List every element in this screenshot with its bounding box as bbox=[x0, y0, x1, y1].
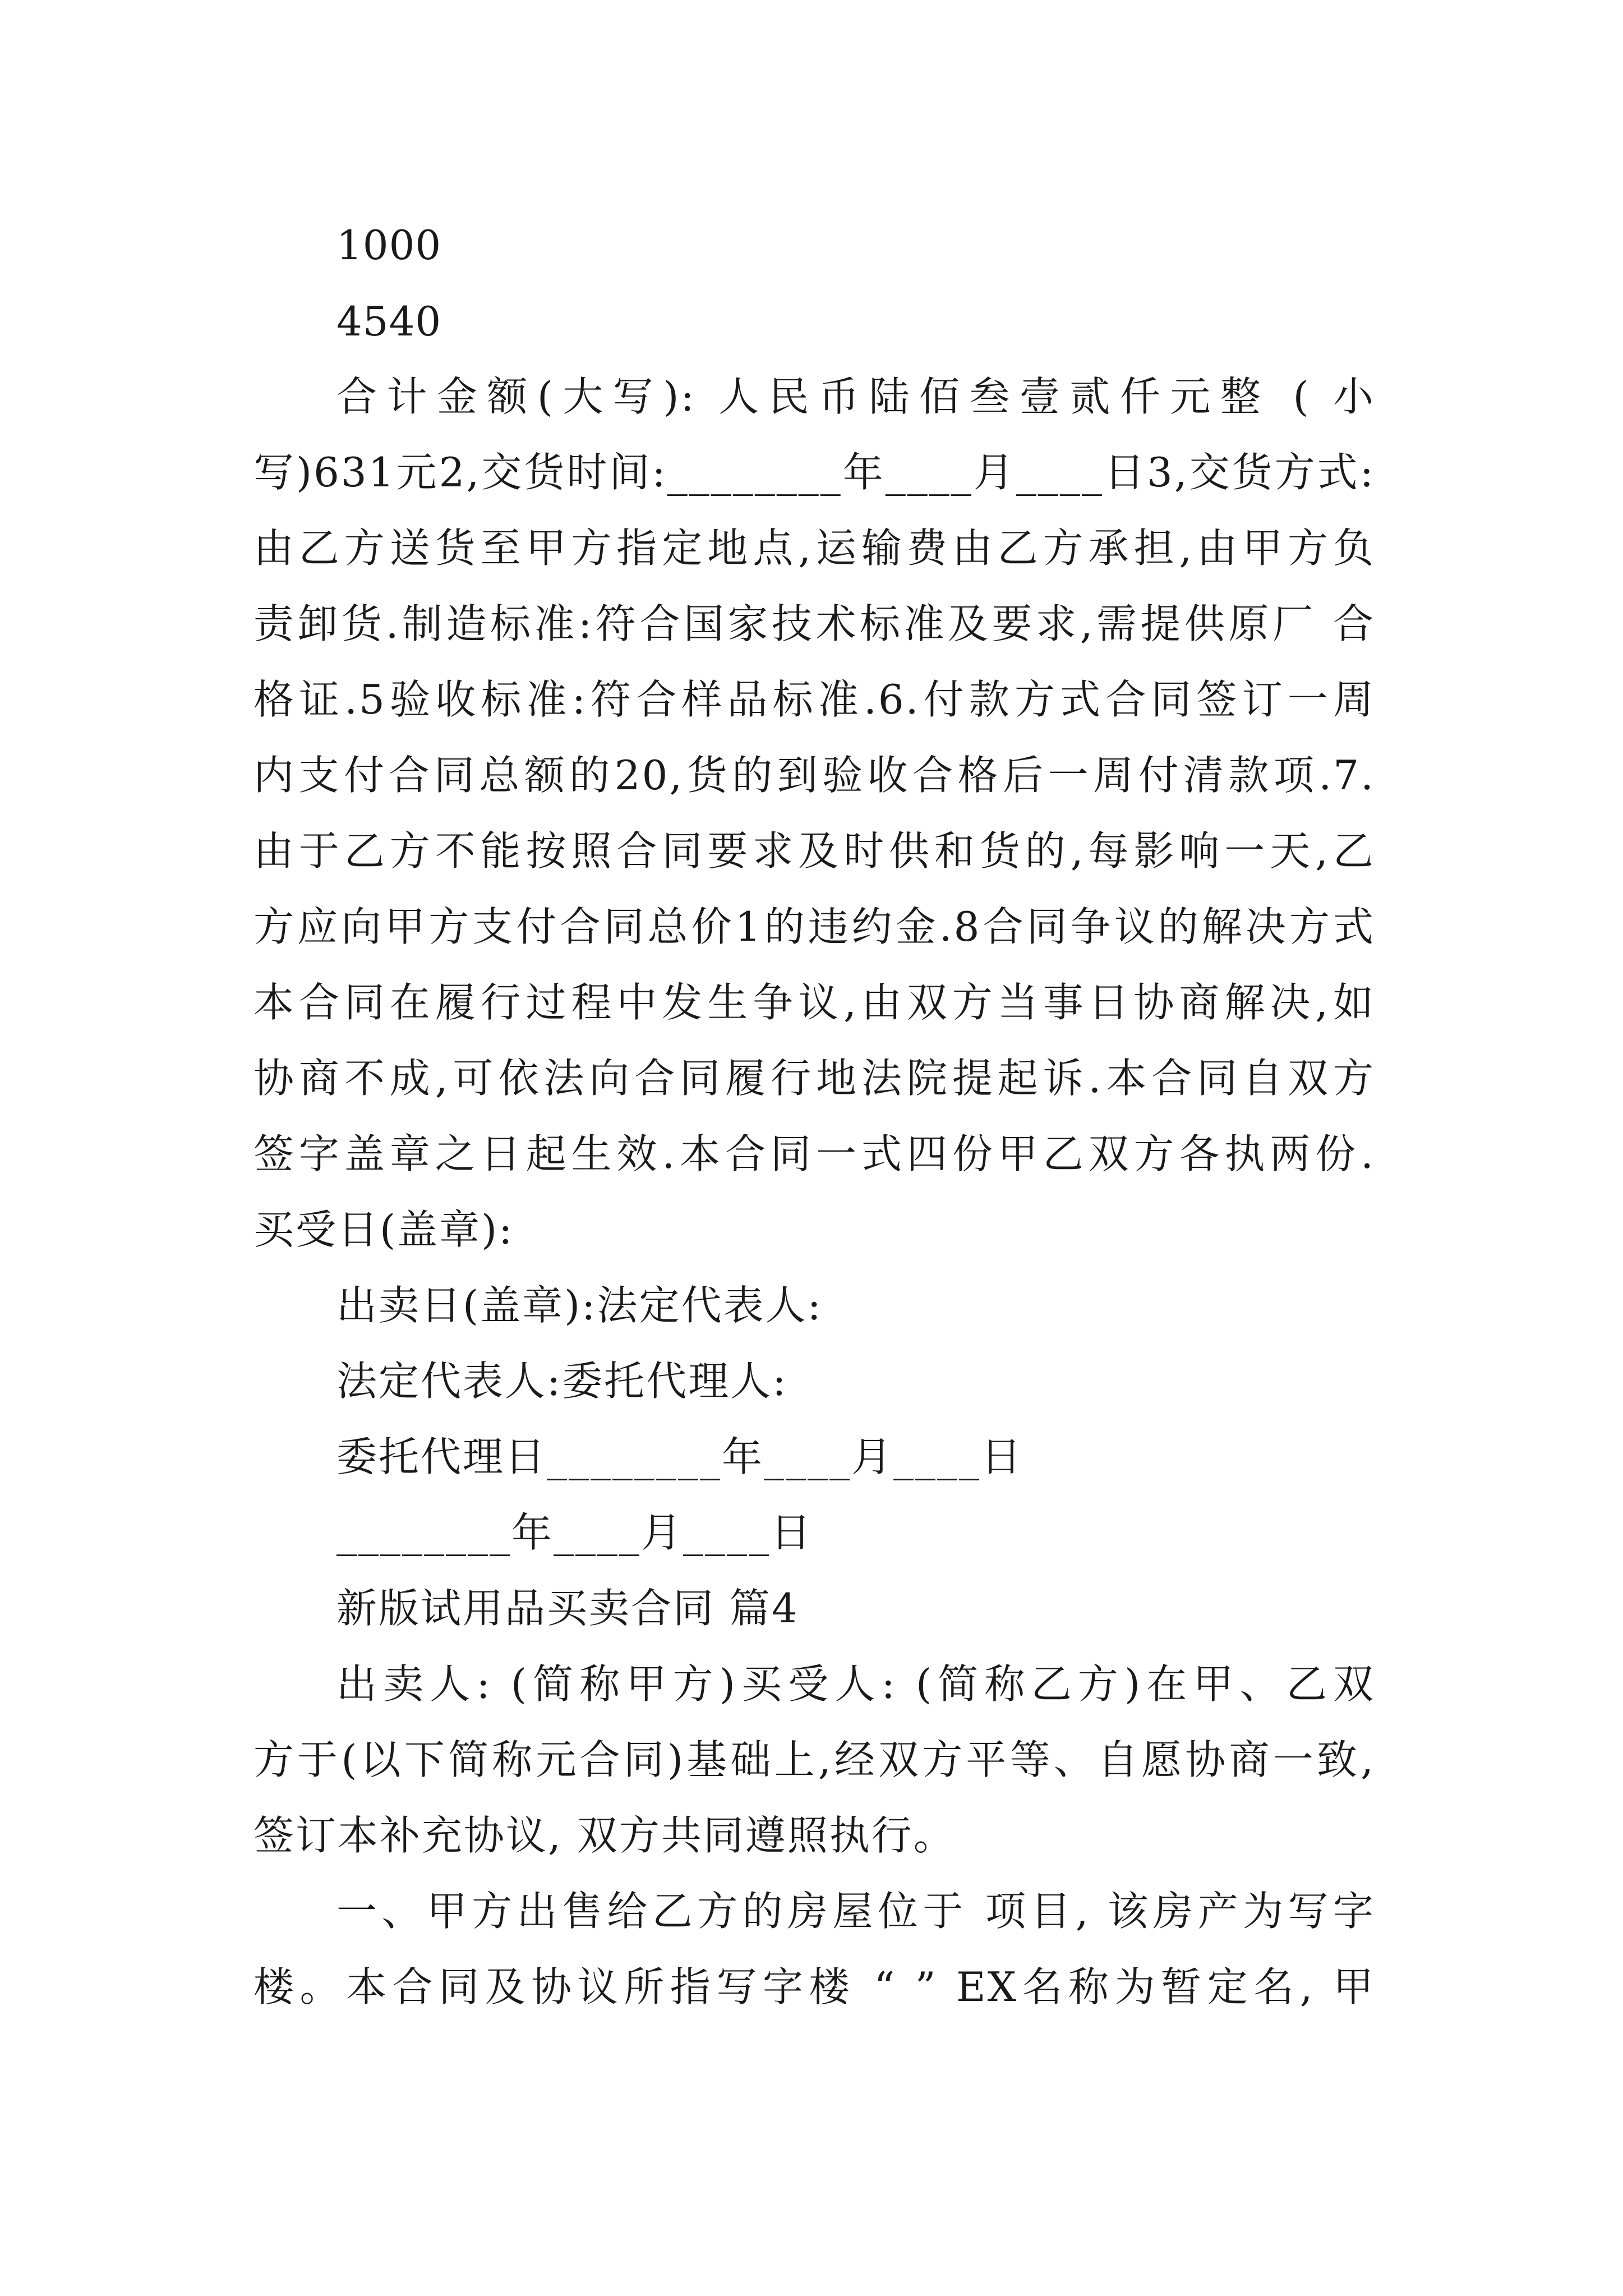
agent-date-line: 委托代理日________年____月____日 bbox=[336, 1433, 1023, 1480]
body-line: 由于乙方不能按照合同要求及时供和货的,每影响一天,乙 bbox=[253, 827, 1375, 875]
body-line: 签字盖章之日起生效.本合同一式四份甲乙双方各执两份. bbox=[253, 1130, 1375, 1177]
amount-line-1: 1000 bbox=[336, 222, 442, 269]
body-line: 方于(以下简称元合同)基础上,经双方平等、自愿协商一致, bbox=[253, 1736, 1375, 1783]
parties-line: 出卖人: (简称甲方)买受人: (简称乙方)在甲、乙双 bbox=[336, 1660, 1375, 1708]
legal-rep-line: 法定代表人:委托代理人: bbox=[336, 1358, 788, 1405]
body-line: 本合同在履行过程中发生争议,由双方当事日协商解决,如 bbox=[253, 979, 1375, 1026]
body-line: 协商不成,可依法向合同履行地法院提起诉.本合同自双方 bbox=[253, 1055, 1375, 1102]
body-line: 由乙方送货至甲方指定地点,运输费由乙方承担,由甲方负 bbox=[253, 524, 1375, 572]
body-line: 内支付合同总额的20,货的到验收合格后一周付清款项.7. bbox=[253, 752, 1375, 799]
body-line: 楼。本合同及协议所指写字楼 “ ” EX名称为暂定名, 甲 bbox=[253, 1963, 1375, 2010]
body-line: 格证.5验收标准:符合样品标准.6.付款方式合同签订一周 bbox=[253, 676, 1375, 723]
body-line: 方应向甲方支付合同总价1的违约金.8合同争议的解决方式 bbox=[253, 903, 1375, 950]
body-line: 责卸货.制造标准:符合国家技术标准及要求,需提供原厂 合 bbox=[253, 600, 1375, 647]
seller-seal-line: 出卖日(盖章):法定代表人: bbox=[336, 1282, 823, 1329]
amount-line-2: 4540 bbox=[336, 298, 442, 345]
buyer-seal-line: 买受日(盖章): bbox=[253, 1206, 514, 1253]
body-line: 签订本补充协议, 双方共同遵照执行。 bbox=[253, 1812, 956, 1859]
section-heading: 新版试用品买卖合同 篇4 bbox=[336, 1585, 799, 1632]
body-line: 写)631元2,交货时间:________年____月____日3,交货方式: bbox=[253, 449, 1375, 496]
total-amount-line: 合计金额(大写): 人民币陆佰叁壹贰仟元整 ( 小 bbox=[336, 373, 1375, 420]
clause-one-line: 一、甲方出售给乙方的房屋位于 项目, 该房产为写字 bbox=[336, 1888, 1375, 1935]
date-line: ________年____月____日 bbox=[336, 1509, 813, 1556]
